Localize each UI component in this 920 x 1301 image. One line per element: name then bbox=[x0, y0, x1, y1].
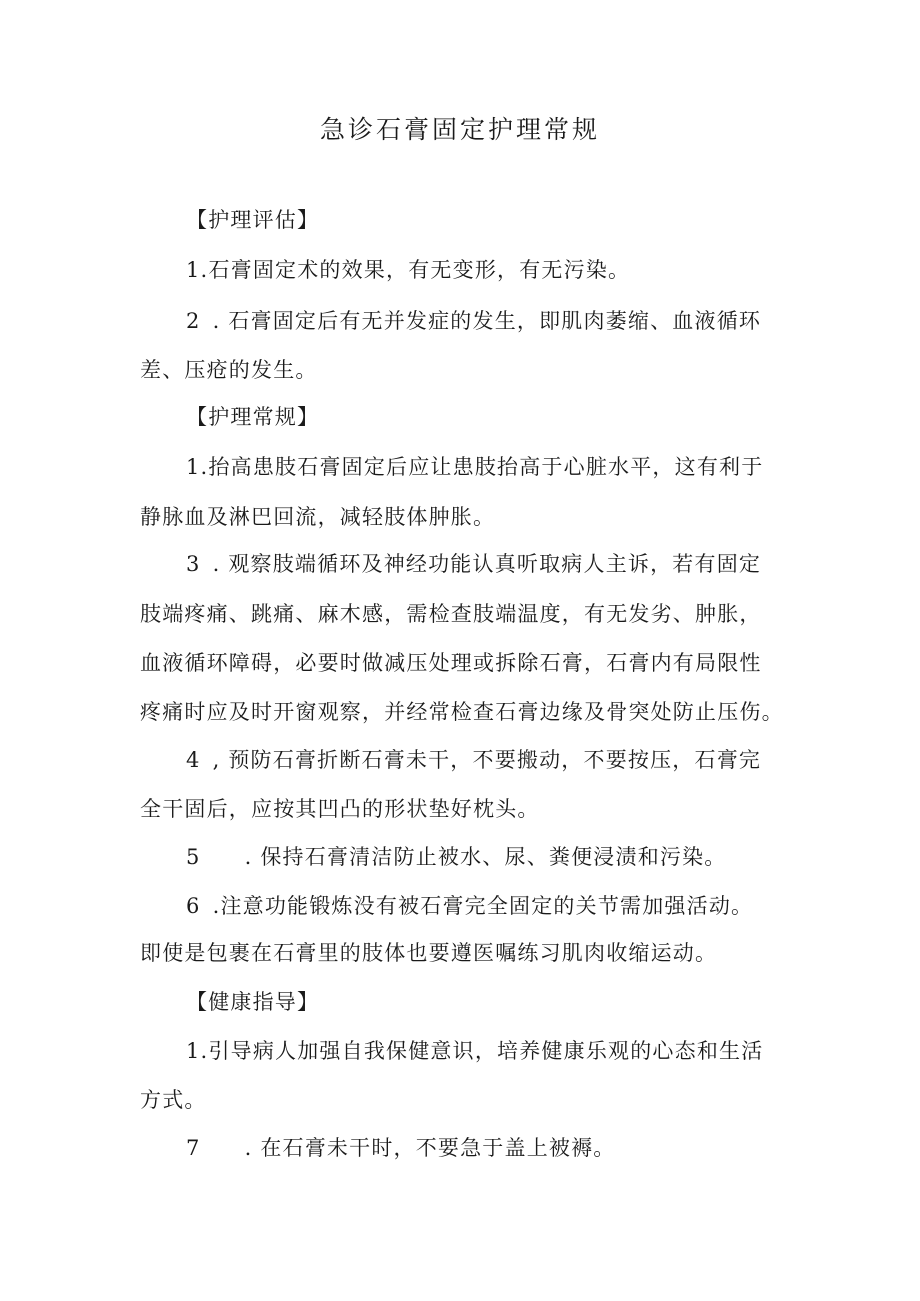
item-text: 石膏固定术的效果，有无变形，有无污染。 bbox=[208, 258, 631, 282]
item-text-continuation: 血液循环障碍，必要时做减压处理或拆除石膏，石膏内有局限性 bbox=[140, 651, 762, 675]
item-text-continuation: 疼痛时应及时开窗观察，并经常检查石膏边缘及骨突处防止压伤。 bbox=[140, 700, 784, 724]
item-text: . 石膏固定后有无并发症的发生，即肌肉萎缩、血液循环 bbox=[212, 309, 762, 333]
item-number: 7 bbox=[186, 1136, 201, 1160]
item-text: . 保持石膏清洁防止被水、尿、粪便浸渍和污染。 bbox=[244, 845, 727, 869]
item-text-continuation: 即使是包裹在石膏里的肢体也要遵医嘱练习肌肉收缩运动。 bbox=[140, 941, 718, 965]
list-item bbox=[186, 452, 763, 482]
page-title: 急诊石膏固定护理常规 bbox=[319, 115, 600, 144]
item-text-continuation: 肢端疼痛、跳痛、麻木感，需检查肢端温度，有无发劣、肿胀， bbox=[140, 602, 762, 626]
item-number: 5 bbox=[186, 845, 201, 869]
item-number: 3 bbox=[186, 552, 201, 576]
item-text-continuation: 静脉血及淋巴回流，减轻肢体肿胀。 bbox=[140, 505, 496, 529]
item-number: 1. bbox=[186, 455, 209, 479]
section-heading-routine: 【护理常规】 bbox=[186, 405, 320, 429]
list-item bbox=[186, 842, 727, 872]
list-item bbox=[186, 1133, 616, 1163]
list-item bbox=[186, 745, 761, 775]
list-item bbox=[186, 891, 753, 921]
item-text: . 在石膏未干时，不要急于盖上被褥。 bbox=[244, 1136, 616, 1160]
item-text: , 预防石膏折断石膏未干，不要搬动，不要按压，石膏完 bbox=[212, 748, 762, 772]
item-text: 抬高患肢石膏固定后应让患肢抬高于心脏水平，这有利于 bbox=[208, 455, 764, 479]
item-text-continuation: 差、压疮的发生。 bbox=[140, 358, 318, 382]
list-item bbox=[186, 306, 761, 336]
item-number: 1. bbox=[186, 258, 209, 282]
item-number: 6 bbox=[186, 894, 201, 918]
item-number: 2 bbox=[186, 309, 201, 333]
item-number: 1. bbox=[186, 1039, 209, 1063]
section-heading-assessment: 【护理评估】 bbox=[186, 208, 320, 232]
item-text: 引导病人加强自我保健意识，培养健康乐观的心态和生活 bbox=[208, 1039, 764, 1063]
item-text: . 观察肢端循环及神经功能认真听取病人主诉，若有固定 bbox=[212, 552, 762, 576]
section-heading-health-guidance: 【健康指导】 bbox=[186, 990, 320, 1014]
list-item bbox=[186, 255, 630, 285]
item-text-continuation: 方式。 bbox=[140, 1088, 207, 1112]
item-number: 4 bbox=[186, 748, 201, 772]
item-text: .注意功能锻炼没有被石膏完全固定的关节需加强活动。 bbox=[212, 894, 754, 918]
list-item bbox=[186, 1036, 763, 1066]
item-text-continuation: 全干固后，应按其凹凸的形状垫好枕头。 bbox=[140, 797, 540, 821]
list-item bbox=[186, 549, 761, 579]
